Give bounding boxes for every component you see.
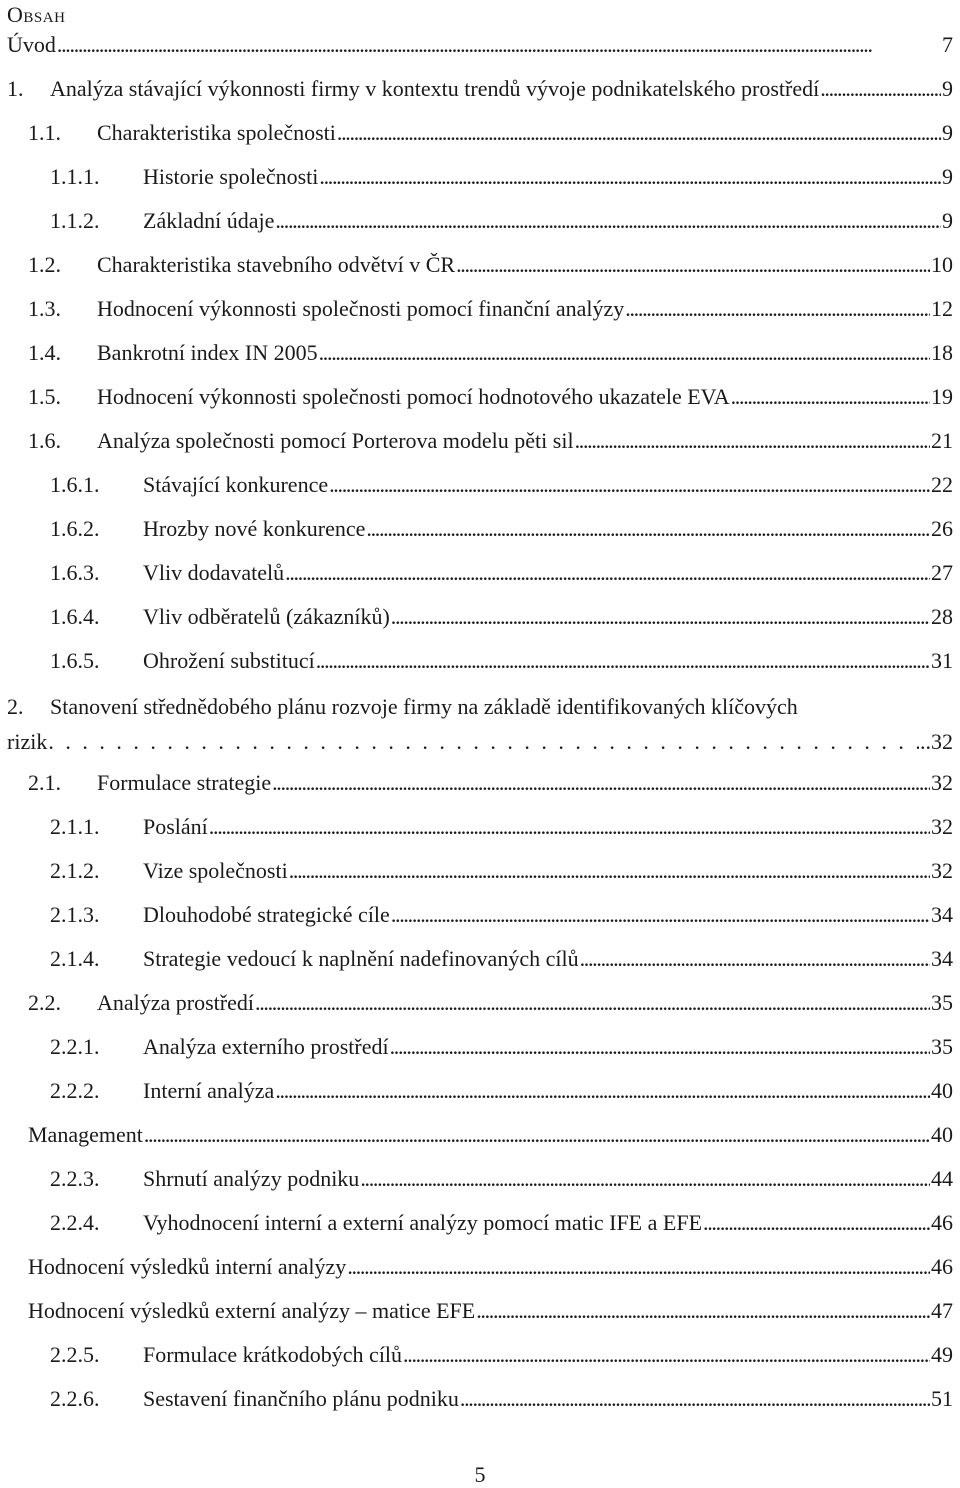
toc-entry-number: 1.1. xyxy=(28,120,61,145)
toc-leader-dots xyxy=(575,426,930,456)
toc-leader-dots xyxy=(347,1252,930,1282)
toc-entry[interactable] xyxy=(50,206,953,236)
toc-leader-dots xyxy=(366,514,930,544)
toc-entry-page: 34 xyxy=(931,946,953,971)
toc-leader-dots xyxy=(144,1120,930,1150)
toc-entry-title: Hodnocení výkonnosti společnosti pomocí hodnotového ukazatele EVA xyxy=(97,384,730,409)
toc-entry-page: 9 xyxy=(942,164,953,189)
toc-entry-title: Charakteristika společnosti xyxy=(97,120,336,145)
toc-entry-number: 2.2.2. xyxy=(50,1078,100,1103)
toc-leader-dots xyxy=(329,470,930,500)
toc-entry-page: 49 xyxy=(931,1342,953,1367)
toc-entry[interactable] xyxy=(50,900,953,930)
toc-entry-number: 1.5. xyxy=(28,384,61,409)
toc-entry[interactable] xyxy=(28,382,953,412)
toc-entry-page: 31 xyxy=(931,648,953,673)
toc-entry-number: 1.6.2. xyxy=(50,516,100,541)
toc-entry-page: 44 xyxy=(931,1166,953,1191)
toc-leader-dots xyxy=(391,602,930,632)
toc-entry-title: Sestavení finančního plánu podniku xyxy=(143,1386,459,1411)
toc-entry-number: 2.2.1. xyxy=(50,1034,100,1059)
toc-entry-page: 28 xyxy=(931,604,953,629)
toc-entry-page: 9 xyxy=(942,208,953,233)
toc-entry-page: 46 xyxy=(931,1210,953,1235)
toc-entry-number: 1.6. xyxy=(28,428,61,453)
toc-entry-page: 9 xyxy=(942,76,953,101)
toc-entry[interactable] xyxy=(28,118,953,148)
toc-entry-number: 1.3. xyxy=(28,296,61,321)
toc-entry[interactable] xyxy=(50,1384,953,1414)
toc-entry[interactable] xyxy=(50,1076,953,1106)
toc-entry-number: 2. xyxy=(7,694,24,719)
toc-entry-page: 32 xyxy=(931,770,953,795)
toc-leader-dots xyxy=(390,1032,930,1062)
toc-entry-title: Vliv odběratelů (zákazníků) xyxy=(143,604,390,629)
toc-leader-dots xyxy=(456,250,930,280)
toc-entry-number: 2.2.3. xyxy=(50,1166,100,1191)
toc-entry-title: Poslání xyxy=(143,814,208,839)
toc-entry-title: Hodnocení výsledků interní analýzy xyxy=(28,1254,347,1279)
toc-leader-dots xyxy=(360,1164,930,1194)
toc-entry-title: Stanovení střednědobého plánu rozvoje firmy na základě identifikovaných klíčových xyxy=(50,694,798,719)
toc-entry-title: Vliv dodavatelů xyxy=(143,560,285,585)
toc-leader-dots xyxy=(337,118,941,148)
toc-entry-number: 1.1.1. xyxy=(50,164,100,189)
toc-entry[interactable] xyxy=(28,250,953,280)
toc-entry-title: Úvod xyxy=(7,32,56,57)
toc-leader-dots xyxy=(272,768,930,798)
toc-leader-dots xyxy=(391,900,930,930)
toc-leader-dots xyxy=(319,338,930,368)
toc-leader-dots xyxy=(275,206,941,236)
toc-entry-title: Historie společnosti xyxy=(143,164,319,189)
toc-entry-page: 35 xyxy=(931,990,953,1015)
toc-entry-number: 2.2.4. xyxy=(50,1210,100,1235)
toc-entry-title: Dlouhodobé strategické cíle xyxy=(143,902,390,927)
toc-entry-title: Hrozby nové konkurence xyxy=(143,516,366,541)
toc-entry-number: 2.2.6. xyxy=(50,1386,100,1411)
toc-leader-dots xyxy=(703,1208,930,1238)
toc-entry[interactable] xyxy=(28,1120,953,1150)
toc-leader-dots xyxy=(820,74,941,104)
toc-entry-number: 1. xyxy=(7,76,24,101)
toc-leader-dots xyxy=(476,1296,930,1326)
toc-entry-page: 10 xyxy=(931,252,953,277)
toc-leader-dots xyxy=(316,646,930,676)
toc-entry[interactable] xyxy=(50,1208,953,1238)
toc-entry-title: Analýza externího prostředí xyxy=(143,1034,389,1059)
toc-entry-page: 32 xyxy=(931,858,953,883)
toc-entry-title: Vize společnosti xyxy=(143,858,288,883)
toc-entry-page: 22 xyxy=(931,472,953,497)
toc-leader-dots xyxy=(255,988,930,1018)
toc-entry-page: ..32 xyxy=(920,729,953,754)
toc-entry-page: 32 xyxy=(931,814,953,839)
toc-leader-dots xyxy=(57,30,941,60)
toc-entry-wrapped-line2[interactable] xyxy=(7,727,953,757)
toc-entry-title: Formulace strategie xyxy=(97,770,272,795)
toc-leader-dots xyxy=(319,162,941,192)
toc-leader-dots xyxy=(285,558,930,588)
toc-entry[interactable] xyxy=(50,162,953,192)
toc-entry-page: 46 xyxy=(931,1254,953,1279)
toc-leader-dots xyxy=(625,294,930,324)
toc-entry-number: 1.4. xyxy=(28,340,61,365)
toc-entry-title: Strategie vedoucí k naplnění nadefinovaných cílů xyxy=(143,946,579,971)
toc-entry[interactable] xyxy=(28,768,953,798)
toc-entry-title: Ohrožení substitucí xyxy=(143,648,315,673)
toc-entry-page: 7 xyxy=(942,32,953,57)
toc-leader-dots xyxy=(731,382,930,412)
toc-entry-number: 1.6.3. xyxy=(50,560,100,585)
toc-entry-title: Interní analýza xyxy=(143,1078,275,1103)
toc-entry[interactable] xyxy=(7,30,953,60)
toc-heading: Obsah xyxy=(7,2,66,27)
toc-entry-number: 2.2. xyxy=(28,990,61,1015)
toc-entry[interactable] xyxy=(50,646,953,676)
toc-entry-title: Vyhodnocení interní a externí analýzy pomocí matic IFE a EFE xyxy=(143,1210,703,1235)
toc-entry-title: Analýza stávající výkonnosti firmy v kontextu trendů vývoje podnikatelského prostředí xyxy=(50,76,820,101)
toc-entry-page: 21 xyxy=(931,428,953,453)
toc-leader-dots xyxy=(209,812,930,842)
toc-entry-page: 27 xyxy=(931,560,953,585)
toc-entry-page: 40 xyxy=(931,1078,953,1103)
toc-entry-title-continued: rizik xyxy=(7,729,48,754)
toc-entry-title: Stávající konkurence xyxy=(143,472,329,497)
toc-entry[interactable] xyxy=(28,1252,953,1282)
toc-entry-title: Analýza prostředí xyxy=(97,990,254,1015)
toc-entry-title: Hodnocení výsledků externí analýzy – matice EFE xyxy=(28,1298,476,1323)
toc-entry-number: 1.2. xyxy=(28,252,61,277)
toc-entry-title: Analýza společnosti pomocí Porterova modelu pěti sil xyxy=(97,428,574,453)
toc-entry-number: 1.6.1. xyxy=(50,472,100,497)
toc-entry-page: 26 xyxy=(931,516,953,541)
toc-leader-dots xyxy=(403,1340,930,1370)
toc-entry[interactable] xyxy=(50,944,953,974)
toc-leader-dots xyxy=(275,1076,930,1106)
toc-entry-page: 35 xyxy=(931,1034,953,1059)
toc-entry[interactable] xyxy=(50,602,953,632)
toc-entry[interactable] xyxy=(50,1164,953,1194)
toc-entry[interactable] xyxy=(50,558,953,588)
toc-entry-number: 2.1.3. xyxy=(50,902,100,927)
toc-entry-title: Bankrotní index IN 2005 xyxy=(97,340,318,365)
toc-entry-number: 1.6.4. xyxy=(50,604,100,629)
toc-entry[interactable] xyxy=(28,1296,953,1326)
toc-entry[interactable] xyxy=(28,338,953,368)
toc-leader-dots xyxy=(460,1384,930,1414)
toc-entry[interactable] xyxy=(28,426,953,456)
toc-entry-page: 34 xyxy=(931,902,953,927)
toc-leader-dots xyxy=(289,856,930,886)
toc-entry[interactable] xyxy=(28,988,953,1018)
toc-entry-title: Základní údaje xyxy=(143,208,275,233)
toc-entry-number: 2.1. xyxy=(28,770,61,795)
toc-leader-dots xyxy=(48,727,919,757)
toc-entry[interactable] xyxy=(50,1340,953,1370)
toc-entry-wrapped-line1[interactable] xyxy=(7,692,798,722)
toc-entry-number: 1.1.2. xyxy=(50,208,100,233)
toc-entry-page: 12 xyxy=(931,296,953,321)
toc-entry-title: Formulace krátkodobých cílů xyxy=(143,1342,403,1367)
toc-entry-page: 51 xyxy=(931,1386,953,1411)
toc-entry-title: Hodnocení výkonnosti společnosti pomocí finanční analýzy xyxy=(97,296,625,321)
toc-entry-page: 18 xyxy=(931,340,953,365)
toc-entry-number: 2.2.5. xyxy=(50,1342,100,1367)
toc-entry[interactable] xyxy=(50,1032,953,1062)
toc-entry-title: Management xyxy=(28,1122,143,1147)
toc-entry[interactable] xyxy=(50,856,953,886)
toc-entry-title: Shrnutí analýzy podniku xyxy=(143,1166,360,1191)
toc-entry[interactable] xyxy=(50,514,953,544)
toc-entry[interactable] xyxy=(50,812,953,842)
toc-entry-page: 47 xyxy=(931,1298,953,1323)
toc-entry[interactable] xyxy=(50,470,953,500)
toc-entry[interactable] xyxy=(7,74,953,104)
page-number: 5 xyxy=(474,1462,486,1487)
toc-entry-page: 19 xyxy=(931,384,953,409)
toc-entry-number: 2.1.2. xyxy=(50,858,100,883)
toc-entry-number: 2.1.1. xyxy=(50,814,100,839)
toc-entry[interactable] xyxy=(28,294,953,324)
toc-entry-number: 1.6.5. xyxy=(50,648,100,673)
toc-entry-page: 40 xyxy=(931,1122,953,1147)
toc-leader-dots xyxy=(580,944,930,974)
toc-entry-title: Charakteristika stavebního odvětví v ČR xyxy=(97,252,456,277)
toc-entry-number: 2.1.4. xyxy=(50,946,100,971)
toc-entry-page: 9 xyxy=(942,120,953,145)
